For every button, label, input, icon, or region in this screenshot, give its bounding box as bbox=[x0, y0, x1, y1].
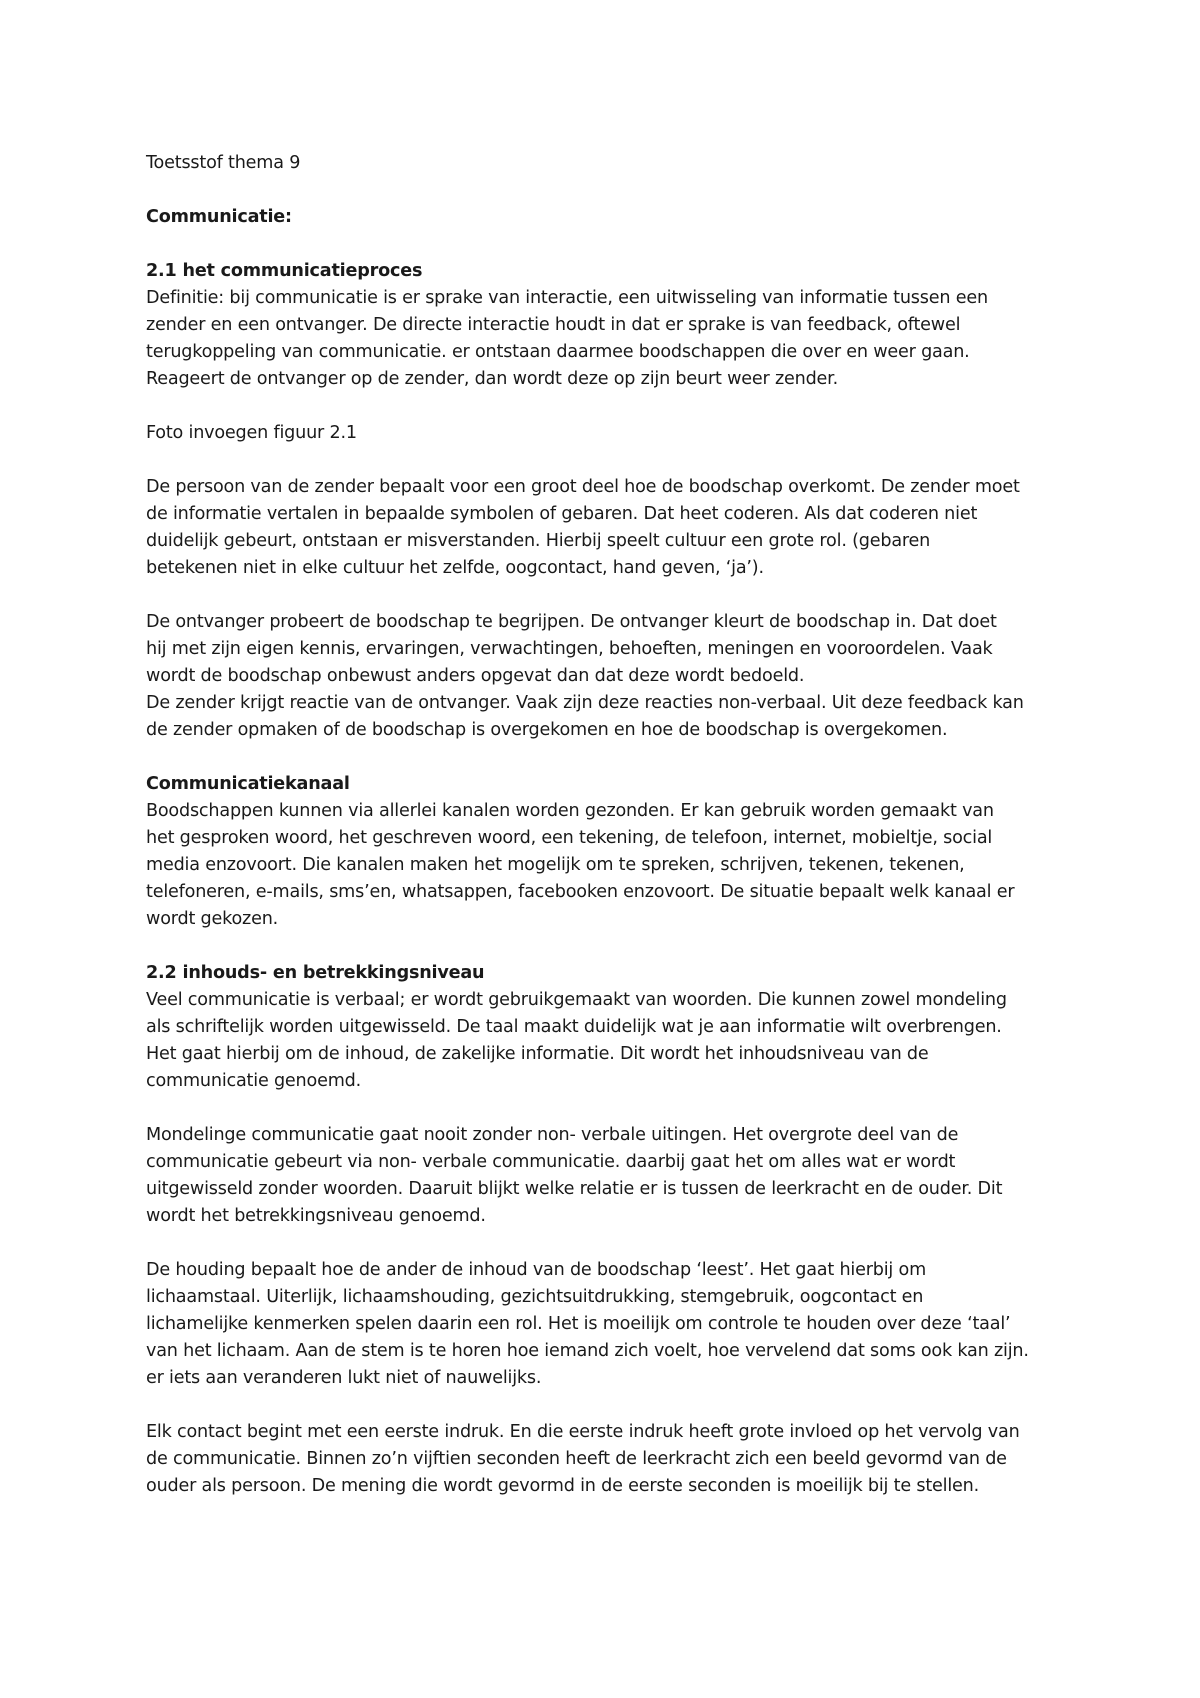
photo-placeholder-note: Foto invoegen figuur 2.1 bbox=[146, 423, 357, 443]
text-line: De houding bepaalt hoe de ander de inhoud van de boodschap ‘leest’. Het gaat hierbij om bbox=[146, 1260, 927, 1280]
text-line: lichaamstaal. Uiterlijk, lichaamshouding, gezichtsuitdrukking, stemgebruik, oogcontact en bbox=[146, 1287, 924, 1307]
text-line: De persoon van de zender bepaalt voor een groot deel hoe de boodschap overkomt. De zender moet bbox=[146, 477, 1020, 497]
text-line: de communicatie. Binnen zo’n vijftien seconden heeft de leerkracht zich een beeld gevormd van de bbox=[146, 1449, 1007, 1469]
text-line: het gesproken woord, het geschreven woord, een tekening, de telefoon, internet, mobieltje, social bbox=[146, 828, 993, 848]
paragraph-ontvanger bbox=[146, 609, 1066, 744]
section-communicatiekanaal bbox=[146, 771, 1066, 933]
text-line: betekenen niet in elke cultuur het zelfde, oogcontact, hand geven, ‘ja’). bbox=[146, 558, 764, 578]
text-line: als schriftelijk worden uitgewisseld. De taal maakt duidelijk wat je aan informatie wilt overbrengen. bbox=[146, 1017, 1002, 1037]
section-2-1 bbox=[146, 258, 1066, 393]
text-line: de informatie vertalen in bepaalde symbolen of gebaren. Dat heet coderen. Als dat coderen niet bbox=[146, 504, 978, 524]
text-line: duidelijk gebeurt, ontstaan er misverstanden. Hierbij speelt cultuur een grote rol. (gebaren bbox=[146, 531, 931, 551]
text-line: Reageert de ontvanger op de zender, dan wordt deze op zijn beurt weer zender. bbox=[146, 369, 838, 389]
text-line: wordt de boodschap onbewust anders opgevat dan dat deze wordt bedoeld. bbox=[146, 666, 805, 686]
text-line: Definitie: bij communicatie is er sprake van interactie, een uitwisseling van informatie tussen een bbox=[146, 288, 988, 308]
paragraph-eerste-indruk bbox=[146, 1419, 1066, 1500]
document-body bbox=[146, 150, 1066, 1527]
text-line: zender en een ontvanger. De directe interactie houdt in dat er sprake is van feedback, oftewel bbox=[146, 315, 961, 335]
text-line: wordt gekozen. bbox=[146, 909, 279, 929]
text-line: hij met zijn eigen kennis, ervaringen, verwachtingen, behoeften, meningen en vooroordelen. Vaak bbox=[146, 639, 993, 659]
paragraph-houding bbox=[146, 1257, 1066, 1392]
paragraph-zender bbox=[146, 474, 1066, 582]
text-line: De ontvanger probeert de boodschap te begrijpen. De ontvanger kleurt de boodschap in. Dat doet bbox=[146, 612, 997, 632]
text-line: van het lichaam. Aan de stem is te horen hoe iemand zich voelt, hoe vervelend dat soms ook kan zijn. bbox=[146, 1341, 1029, 1361]
text-line: wordt het betrekkingsniveau genoemd. bbox=[146, 1206, 486, 1226]
text-line: communicatie genoemd. bbox=[146, 1071, 361, 1091]
text-line: er iets aan veranderen lukt niet of nauwelijks. bbox=[146, 1368, 542, 1388]
text-line: media enzovoort. Die kanalen maken het mogelijk om te spreken, schrijven, tekenen, tekenen, bbox=[146, 855, 965, 875]
text-line: lichamelijke kenmerken spelen daarin een rol. Het is moeilijk om controle te houden over deze ‘taal’ bbox=[146, 1314, 1011, 1334]
text-line: Mondelinge communicatie gaat nooit zonder non- verbale uitingen. Het overgrote deel van de bbox=[146, 1125, 959, 1145]
text-line: De zender krijgt reactie van de ontvanger. Vaak zijn deze reacties non-verbaal. Uit deze feedback kan bbox=[146, 693, 1024, 713]
heading-2-2: 2.2 inhouds- en betrekkingsniveau bbox=[146, 963, 485, 983]
text-line: uitgewisseld zonder woorden. Daaruit blijkt welke relatie er is tussen de leerkracht en de ouder. Dit bbox=[146, 1179, 1003, 1199]
text-line: Elk contact begint met een eerste indruk. En die eerste indruk heeft grote invloed op het vervolg van bbox=[146, 1422, 1020, 1442]
text-line: communicatie gebeurt via non- verbale communicatie. daarbij gaat het om alles wat er wordt bbox=[146, 1152, 956, 1172]
heading-communicatiekanaal: Communicatiekanaal bbox=[146, 774, 350, 794]
text-line: de zender opmaken of de boodschap is overgekomen en hoe de boodschap is overgekomen. bbox=[146, 720, 948, 740]
heading-2-1: 2.1 het communicatieproces bbox=[146, 261, 423, 281]
text-line: telefoneren, e-mails, sms’en, whatsappen, facebooken enzovoort. De situatie bepaalt welk kanaal er bbox=[146, 882, 1015, 902]
section-heading-communicatie: Communicatie: bbox=[146, 207, 292, 227]
text-line: Veel communicatie is verbaal; er wordt gebruikgemaakt van woorden. Die kunnen zowel mondeling bbox=[146, 990, 1007, 1010]
document-title: Toetsstof thema 9 bbox=[146, 153, 301, 173]
text-line: terugkoppeling van communicatie. er ontstaan daarmee boodschappen die over en weer gaan. bbox=[146, 342, 970, 362]
paragraph-nonverbaal bbox=[146, 1122, 1066, 1230]
section-2-2 bbox=[146, 960, 1066, 1095]
text-line: ouder als persoon. De mening die wordt gevormd in de eerste seconden is moeilijk bij te stellen. bbox=[146, 1476, 979, 1496]
text-line: Het gaat hierbij om de inhoud, de zakelijke informatie. Dit wordt het inhoudsniveau van de bbox=[146, 1044, 929, 1064]
text-line: Boodschappen kunnen via allerlei kanalen worden gezonden. Er kan gebruik worden gemaakt van bbox=[146, 801, 994, 821]
